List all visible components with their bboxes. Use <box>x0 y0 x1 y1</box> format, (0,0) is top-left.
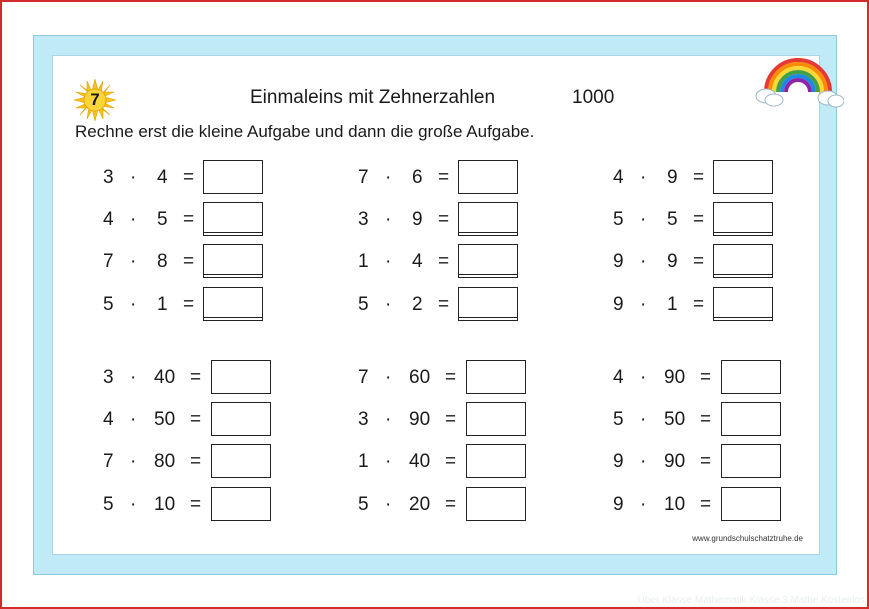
equals-sign: = <box>438 251 450 272</box>
answer-box[interactable] <box>211 487 271 521</box>
multiply-sign: · <box>640 494 647 515</box>
answer-box[interactable] <box>203 202 263 236</box>
factor-a: 7 <box>103 451 114 472</box>
equals-sign: = <box>693 167 705 188</box>
factor-b: 80 <box>154 451 176 472</box>
multiply-sign: · <box>385 294 392 315</box>
multiply-sign: · <box>640 367 647 388</box>
factor-b: 2 <box>412 294 423 315</box>
factor-b: 9 <box>412 209 423 230</box>
equals-sign: = <box>700 367 712 388</box>
answer-box[interactable] <box>466 402 526 436</box>
multiply-sign: · <box>130 294 137 315</box>
equals-sign: = <box>183 294 195 315</box>
equals-sign: = <box>445 451 457 472</box>
factor-b: 1 <box>157 294 168 315</box>
factor-a: 1 <box>358 251 369 272</box>
multiply-sign: · <box>385 494 392 515</box>
factor-a: 3 <box>358 409 369 430</box>
factor-b: 40 <box>154 367 176 388</box>
equals-sign: = <box>445 409 457 430</box>
equals-sign: = <box>438 167 450 188</box>
factor-a: 9 <box>613 494 624 515</box>
factor-a: 1 <box>358 451 369 472</box>
answer-box[interactable] <box>458 287 518 321</box>
answer-box[interactable] <box>466 487 526 521</box>
answer-box[interactable] <box>721 402 781 436</box>
factor-a: 4 <box>103 209 114 230</box>
factor-a: 7 <box>358 367 369 388</box>
multiply-sign: · <box>130 167 137 188</box>
equals-sign: = <box>183 251 195 272</box>
equals-sign: = <box>190 451 202 472</box>
factor-a: 4 <box>613 367 624 388</box>
multiply-sign: · <box>640 209 647 230</box>
factor-a: 9 <box>613 451 624 472</box>
equals-sign: = <box>700 494 712 515</box>
answer-box[interactable] <box>458 160 518 194</box>
equals-sign: = <box>190 494 202 515</box>
multiply-sign: · <box>385 451 392 472</box>
factor-b: 50 <box>154 409 176 430</box>
equals-sign: = <box>693 294 705 315</box>
factor-a: 9 <box>613 294 624 315</box>
answer-box[interactable] <box>458 202 518 236</box>
factor-b: 5 <box>667 209 678 230</box>
page-title: Einmaleins mit Zehnerzahlen <box>250 87 496 108</box>
factor-a: 7 <box>103 251 114 272</box>
answer-box[interactable] <box>713 287 773 321</box>
factor-a: 7 <box>358 167 369 188</box>
equals-sign: = <box>445 367 457 388</box>
factor-b: 5 <box>157 209 168 230</box>
multiply-sign: · <box>385 209 392 230</box>
factor-b: 4 <box>412 251 423 272</box>
answer-box[interactable] <box>713 244 773 278</box>
equals-sign: = <box>438 294 450 315</box>
factor-b: 10 <box>664 494 686 515</box>
factor-b: 40 <box>409 451 431 472</box>
multiply-sign: · <box>385 367 392 388</box>
multiply-sign: · <box>385 251 392 272</box>
multiply-sign: · <box>130 209 137 230</box>
answer-box[interactable] <box>203 160 263 194</box>
multiply-sign: · <box>640 251 647 272</box>
equals-sign: = <box>190 409 202 430</box>
answer-box[interactable] <box>211 402 271 436</box>
factor-a: 5 <box>103 494 114 515</box>
answer-box[interactable] <box>713 202 773 236</box>
factor-a: 5 <box>358 494 369 515</box>
factor-b: 90 <box>409 409 431 430</box>
factor-b: 90 <box>664 367 686 388</box>
factor-a: 9 <box>613 251 624 272</box>
multiply-sign: · <box>130 409 137 430</box>
equals-sign: = <box>445 494 457 515</box>
factor-a: 3 <box>103 367 114 388</box>
multiply-sign: · <box>385 167 392 188</box>
answer-box[interactable] <box>458 244 518 278</box>
answer-box[interactable] <box>211 360 271 394</box>
factor-b: 6 <box>412 167 423 188</box>
multiply-sign: · <box>640 167 647 188</box>
answer-box[interactable] <box>721 444 781 478</box>
corner-note: Über Klasse Mathematik Klasse 3 Mathe Kostenlos <box>637 595 865 606</box>
equals-sign: = <box>693 209 705 230</box>
answer-box[interactable] <box>211 444 271 478</box>
answer-box[interactable] <box>203 287 263 321</box>
multiply-sign: · <box>130 494 137 515</box>
rainbow-icon <box>752 30 844 110</box>
factor-a: 5 <box>613 409 624 430</box>
equals-sign: = <box>693 251 705 272</box>
multiply-sign: · <box>640 294 647 315</box>
answer-box[interactable] <box>466 444 526 478</box>
multiply-sign: · <box>130 367 137 388</box>
factor-b: 60 <box>409 367 431 388</box>
equals-sign: = <box>183 209 195 230</box>
answer-box[interactable] <box>466 360 526 394</box>
answer-box[interactable] <box>721 360 781 394</box>
factor-a: 3 <box>358 209 369 230</box>
factor-a: 5 <box>358 294 369 315</box>
equals-sign: = <box>190 367 202 388</box>
multiply-sign: · <box>130 251 137 272</box>
factor-a: 4 <box>613 167 624 188</box>
website-footer: www.grundschulschatztruhe.de <box>692 534 803 543</box>
factor-b: 20 <box>409 494 431 515</box>
factor-b: 1 <box>667 294 678 315</box>
multiply-sign: · <box>640 409 647 430</box>
factor-a: 4 <box>103 409 114 430</box>
factor-a: 5 <box>613 209 624 230</box>
factor-b: 4 <box>157 167 168 188</box>
factor-b: 9 <box>667 167 678 188</box>
factor-b: 90 <box>664 451 686 472</box>
title-number: 1000 <box>572 87 615 108</box>
factor-b: 10 <box>154 494 176 515</box>
factor-b: 9 <box>667 251 678 272</box>
answer-box[interactable] <box>721 487 781 521</box>
equals-sign: = <box>700 409 712 430</box>
factor-b: 8 <box>157 251 168 272</box>
equals-sign: = <box>700 451 712 472</box>
equals-sign: = <box>438 209 450 230</box>
multiply-sign: · <box>640 451 647 472</box>
factor-a: 3 <box>103 167 114 188</box>
answer-box[interactable] <box>203 244 263 278</box>
factor-a: 5 <box>103 294 114 315</box>
badge-number: 7 <box>90 90 100 109</box>
instruction-text: Rechne erst die kleine Aufgabe und dann die große Aufgabe. <box>75 122 535 141</box>
factor-b: 50 <box>664 409 686 430</box>
answer-box[interactable] <box>713 160 773 194</box>
equals-sign: = <box>183 167 195 188</box>
multiply-sign: · <box>130 451 137 472</box>
multiply-sign: · <box>385 409 392 430</box>
